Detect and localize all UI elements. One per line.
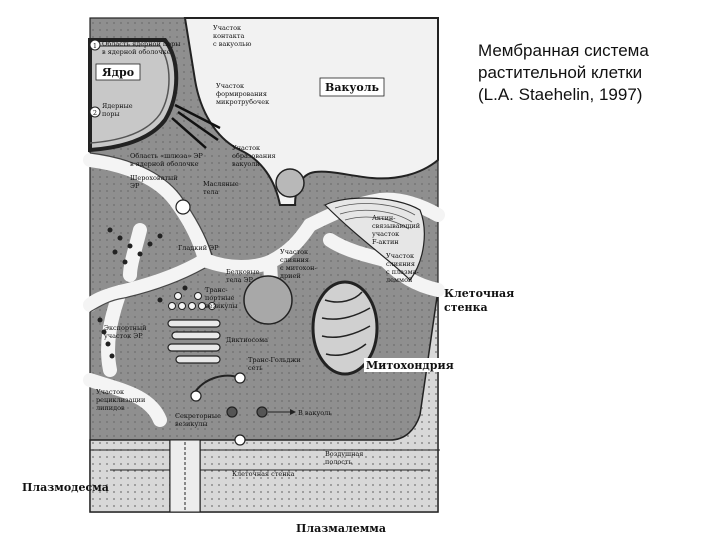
- label-lipid-recycling-1: Участок: [96, 388, 125, 396]
- label-lipid-recycling-3: липидов: [96, 404, 125, 412]
- label-plasmalemma: Плазмалемма: [296, 522, 386, 535]
- label-transport-vesicles-3: везикулы: [205, 302, 238, 310]
- label-nucleus-pore-region-2: в ядерной оболочке: [102, 48, 171, 56]
- label-export-er-1: Экспортный: [104, 324, 147, 332]
- label-export-er-2: участок ЭР: [104, 332, 143, 340]
- label-trans-golgi-1: Транс-Гольджи: [248, 356, 301, 364]
- label-actin-site-2: связывающий: [372, 222, 421, 230]
- label-oil-bodies-2: тела: [203, 188, 219, 196]
- caption-line-3: (L.A. Staehelin, 1997): [478, 85, 643, 104]
- oil-body: [176, 200, 190, 214]
- label-rough-er-1: Шероховатый: [130, 174, 178, 182]
- label-nucleus-pore-region-1: Область ядерной поры: [102, 40, 181, 48]
- label-vacuole-contact-1: Участок: [213, 24, 242, 32]
- label-mito-fusion-3: с митохон-: [280, 264, 317, 272]
- label-nuclear-pores-1: Ядерные: [102, 102, 133, 110]
- marker-2: [90, 107, 100, 117]
- label-vacuole-formation-3: вакуоли: [232, 160, 260, 168]
- label-nuclear-pores-2: поры: [102, 110, 120, 118]
- label-actin-site-1: Актин-: [372, 214, 396, 222]
- label-vacuole-formation-2: образования: [232, 152, 276, 160]
- caption-line-2: растительной клетки: [478, 63, 643, 82]
- label-air-cavity-1: Воздушная: [325, 450, 364, 458]
- label-air-cavity-2: полость: [325, 458, 353, 466]
- label-secretory-vesicles-1: Секреторные: [175, 412, 221, 420]
- label-dictyosome: Диктиосома: [226, 336, 269, 344]
- label-transport-vesicles-2: портные: [205, 294, 235, 302]
- label-mito-fusion-2: слияния: [280, 256, 309, 264]
- label-vacuole-contact-3: с вакуолью: [213, 40, 252, 48]
- svg-text:2: 2: [92, 109, 98, 117]
- label-cell-wall-small: Клеточная стенка: [232, 470, 295, 478]
- caption-line-1: Мембранная система: [478, 41, 649, 60]
- label-cell-wall-1: Клеточная: [444, 287, 515, 300]
- label-actin-site-3: участок: [372, 230, 400, 238]
- label-microtubule-site-2: формирования: [216, 90, 267, 98]
- label-cell-wall-2: стенка: [444, 301, 488, 314]
- vacuole-budding-site: [276, 169, 304, 197]
- label-mitochondria: Митохондрия: [366, 359, 454, 372]
- label-mito-fusion-4: дрией: [280, 272, 301, 280]
- label-oil-bodies-1: Масляные: [203, 180, 239, 188]
- label-to-vacuole: В вакуоль: [298, 409, 332, 417]
- label-plasmodesma: Плазмодесма: [22, 481, 109, 494]
- svg-text:1: 1: [92, 42, 98, 50]
- label-nuclear-er-2: в ядерной оболочке: [130, 160, 199, 168]
- label-plasma-fusion-4: леммой: [386, 276, 413, 284]
- marker-1: [90, 40, 100, 50]
- label-secretory-vesicles-2: везикулы: [175, 420, 208, 428]
- label-trans-golgi-2: сеть: [248, 364, 263, 372]
- label-vacuole-formation-1: Участок: [232, 144, 261, 152]
- label-mito-fusion-1: Участок: [280, 248, 309, 256]
- label-plasma-fusion-3: с плазма-: [386, 268, 419, 276]
- label-protein-bodies-2: тела ЭР: [226, 276, 253, 284]
- label-transport-vesicles-1: Транс-: [205, 286, 228, 294]
- label-vacuole-contact-2: контакта: [213, 32, 245, 40]
- label-smooth-er: Гладкий ЭР: [178, 244, 219, 252]
- label-microtubule-site-3: микротрубочек: [216, 98, 270, 106]
- label-vacuole: Вакуоль: [325, 81, 379, 94]
- label-nucleus: Ядро: [101, 66, 135, 79]
- label-lipid-recycling-2: рециклизации: [96, 396, 146, 404]
- label-actin-site-4: F-актин: [372, 238, 399, 246]
- label-plasma-fusion-2: слияния: [386, 260, 415, 268]
- label-microtubule-site-1: Участок: [216, 82, 245, 90]
- label-plasma-fusion-1: Участок: [386, 252, 415, 260]
- label-nuclear-er-1: Область «шлюза» ЭР: [130, 152, 203, 160]
- label-protein-bodies-1: Белковые: [226, 268, 260, 276]
- label-rough-er-2: ЭР: [130, 182, 140, 190]
